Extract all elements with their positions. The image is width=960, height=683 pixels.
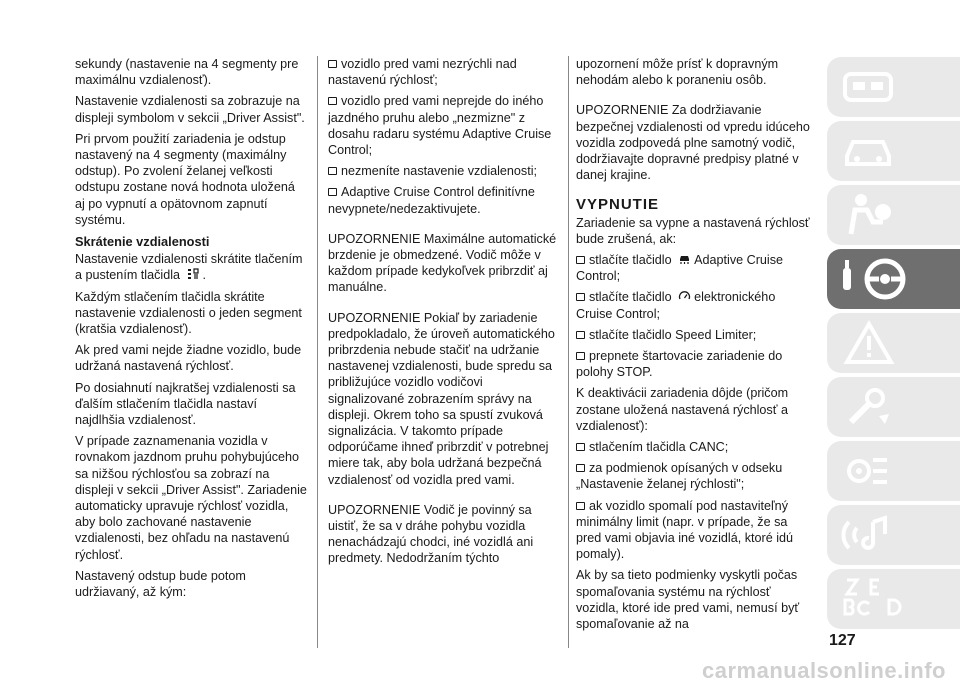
chapter-tab-technical-data[interactable] <box>827 441 960 501</box>
section-heading: Skrátenie vzdialenosti <box>75 234 210 250</box>
list-item <box>576 439 812 455</box>
list-item <box>328 93 560 158</box>
warning-paragraph: UPOZORNENIE Vodič je povinný sa uistiť, že sa v dráhe pohybu vozidla nenachádzajú chodci, iné vozidlá ani predmety. Nedodržaním týchto <box>328 502 534 566</box>
warning-triangle-icon <box>839 318 899 368</box>
chapter-tab-dashboard[interactable] <box>827 57 960 117</box>
list-item-text: Adaptive Cruise Control definitívne nevypnete/nedezaktivujete. <box>328 185 535 216</box>
warning-paragraph: UPOZORNENIE Pokiaľ by zariadenie predpokladalo, že úroveň automatického pribrzdenia nebude stačiť na udržanie nastavenej vzdialenosti, bude spredu sa približujúce vozidlo vodičovi signalizované zobrazením správy na displeji. Okrem toho sa spustí zvuková signalizácia. V takomto prípade odporúčame ihneď pribrzdiť v potrebnej miere tak, aby bola udržaná bezpečná vzdialenosť od vozidla pred vami. <box>328 310 555 487</box>
list-item-text: stlačením tlačidla CANC; <box>589 440 729 455</box>
paragraph: Ak by sa tieto podmienky vyskytli počas spomaľovania systému na rýchlosť vozidla, ktoré ide pred vami, nemusí byť spomaľovanie až na <box>576 568 800 632</box>
chapter-tab-maintenance[interactable] <box>827 377 960 437</box>
maintenance-wrench-icon <box>839 382 899 432</box>
alphabetical-index-icon <box>839 574 909 624</box>
paragraph-text: Nastavenie vzdialenosti skrátite tlačením a pustením tlačidla <box>75 252 303 283</box>
text-column-3 <box>576 56 812 637</box>
paragraph: K deaktivácii zariadenia dôjde (pričom zostane uložená nastavená rýchlosť a vzdialenosť): <box>576 386 789 433</box>
list-item-text: ak vozidlo spomalí pod nastaviteľný minimálny limit (napr. v prípade, že sa pred vami objavia iné vozidlá, ktoré idú pomaly). <box>576 498 794 562</box>
warning-paragraph: UPOZORNENIE Za dodržiavanie bezpečnej vzdialenosti od vpredu idúceho vozidla zodpovedá plne samotný vodič, dodržiavajte dopravné predpisy platné v danej krajine. <box>576 103 810 183</box>
list-item <box>576 252 812 284</box>
bullet-icon <box>576 331 585 339</box>
page-number: 127 <box>829 632 856 649</box>
section-heading: VYPNUTIE <box>576 196 660 214</box>
bullet-icon <box>328 167 337 175</box>
list-item-text: vozidlo pred vami nezrýchli nad nastavenú rýchlosť; <box>328 57 517 88</box>
list-item <box>328 184 560 216</box>
list-item-text: za podmienok opísaných v odseku „Nastavenie želanej rýchlosti"; <box>576 461 783 492</box>
bullet-icon <box>576 256 585 264</box>
bullet-icon <box>328 60 337 68</box>
bullet-icon <box>576 443 585 451</box>
text-column-2 <box>328 56 560 572</box>
paragraph: Ak pred vami nejde žiadne vozidlo, bude udržaná nastavená rýchlosť. <box>75 343 302 374</box>
chapter-tab-safety[interactable] <box>827 185 960 245</box>
list-item-text: elektronického Cruise Control; <box>576 290 776 321</box>
paragraph: Zariadenie sa vypne a nastavená rýchlosť bude zrušená, ak: <box>576 215 810 246</box>
list-item <box>576 498 812 563</box>
bullet-icon <box>328 188 337 196</box>
seatbelt-airbag-icon <box>839 190 899 240</box>
paragraph: sekundy (nastavenie na 4 segmenty pre maximálnu vzdialenosť). <box>75 57 299 88</box>
list-item <box>576 460 812 492</box>
paragraph: V prípade zaznamenania vozidla v rovnakom jazdnom pruhu pohybujúceho sa nižšou rýchlosťou sa zobrazí na displeji v sekcii „Driver Assist". Zariadenie automaticky upravuje rýchlosť vozidla, aby bolo zachované nastavenie vzdialenosti, bez ohľadu na nastavenú rýchlosť. <box>75 434 307 562</box>
chapter-tab-emergency[interactable] <box>827 313 960 373</box>
list-item <box>576 289 812 321</box>
text-column-1 <box>75 56 307 605</box>
list-item-text: vozidlo pred vami neprejde do iného jazdného pruhu alebo „nezmizne" z dosahu radaru systému Adaptive Cruise Control; <box>328 94 552 158</box>
list-item-text: prepnete štartovacie zariadenie do polohy STOP. <box>576 349 783 380</box>
bullet-icon <box>328 97 337 105</box>
distance-bars-icon <box>187 268 200 280</box>
chapter-tab-controls[interactable] <box>827 121 960 181</box>
car-dashboard-icon <box>839 62 899 112</box>
paragraph: Po dosiahnutí najkratšej vzdialenosti sa ďalším stlačením tlačidla nastaví najdlhšia vzdialenosť. <box>75 380 296 428</box>
list-item <box>328 56 560 88</box>
paragraph-text: . <box>202 268 207 283</box>
column-separator-2 <box>568 56 569 648</box>
list-item-text: Adaptive Cruise Control; <box>576 253 784 284</box>
chapter-tab-starting-driving[interactable] <box>827 249 960 309</box>
chapter-tab-index[interactable] <box>827 569 960 629</box>
paragraph: Nastavený odstup bude potom udržiavaný, až kým: <box>75 568 246 600</box>
list-item-text: stlačíte tlačidlo <box>589 253 672 268</box>
multimedia-icon <box>839 510 899 560</box>
paragraph: upozornení môže prísť k dopravným nehodám alebo k poraneniu osôb. <box>576 57 779 88</box>
warning-paragraph: UPOZORNENIE Maximálne automatické brzdenie je obmedzené. Vodič môže v každom prípade kedykoľvek pribrzdiť aj manuálne. <box>328 231 557 295</box>
list-item <box>576 348 812 380</box>
paragraph: Nastavenie vzdialenosti sa zobrazuje na displeji symbolom v sekcii „Driver Assist". <box>75 94 305 125</box>
adaptive-cruise-icon <box>678 253 691 265</box>
paragraph: Pri prvom použití zariadenia je odstup nastavený na 4 segmenty (maximálny odstup). Po zvolení želanej veľkosti odstupu zostane nová hodnota uložená aj po vypnutí a opätovnom zapnutí systému. <box>75 131 295 227</box>
chapter-tab-multimedia[interactable] <box>827 505 960 565</box>
bullet-icon <box>576 502 585 510</box>
watermark-text: carmanualsonline.info <box>702 658 946 683</box>
list-item-text: stlačíte tlačidlo Speed Limiter; <box>589 327 757 342</box>
bullet-icon <box>576 464 585 472</box>
paragraph: Každým stlačením tlačidla skrátite nastavenie vzdialenosti o jeden segment (kratšia vzdialenosť). <box>75 289 302 337</box>
car-controls-icon <box>839 126 899 176</box>
list-item-text: stlačíte tlačidlo <box>589 290 672 305</box>
bullet-icon <box>576 352 585 360</box>
column-separator-1 <box>317 56 318 648</box>
technical-data-icon <box>839 446 899 496</box>
list-item-text: nezmeníte nastavenie vzdialenosti; <box>341 164 538 179</box>
bullet-icon <box>576 293 585 301</box>
key-steering-wheel-icon <box>839 254 919 304</box>
paragraph <box>75 251 307 283</box>
list-item <box>328 163 560 179</box>
list-item <box>576 327 812 343</box>
cruise-control-icon <box>678 290 691 302</box>
